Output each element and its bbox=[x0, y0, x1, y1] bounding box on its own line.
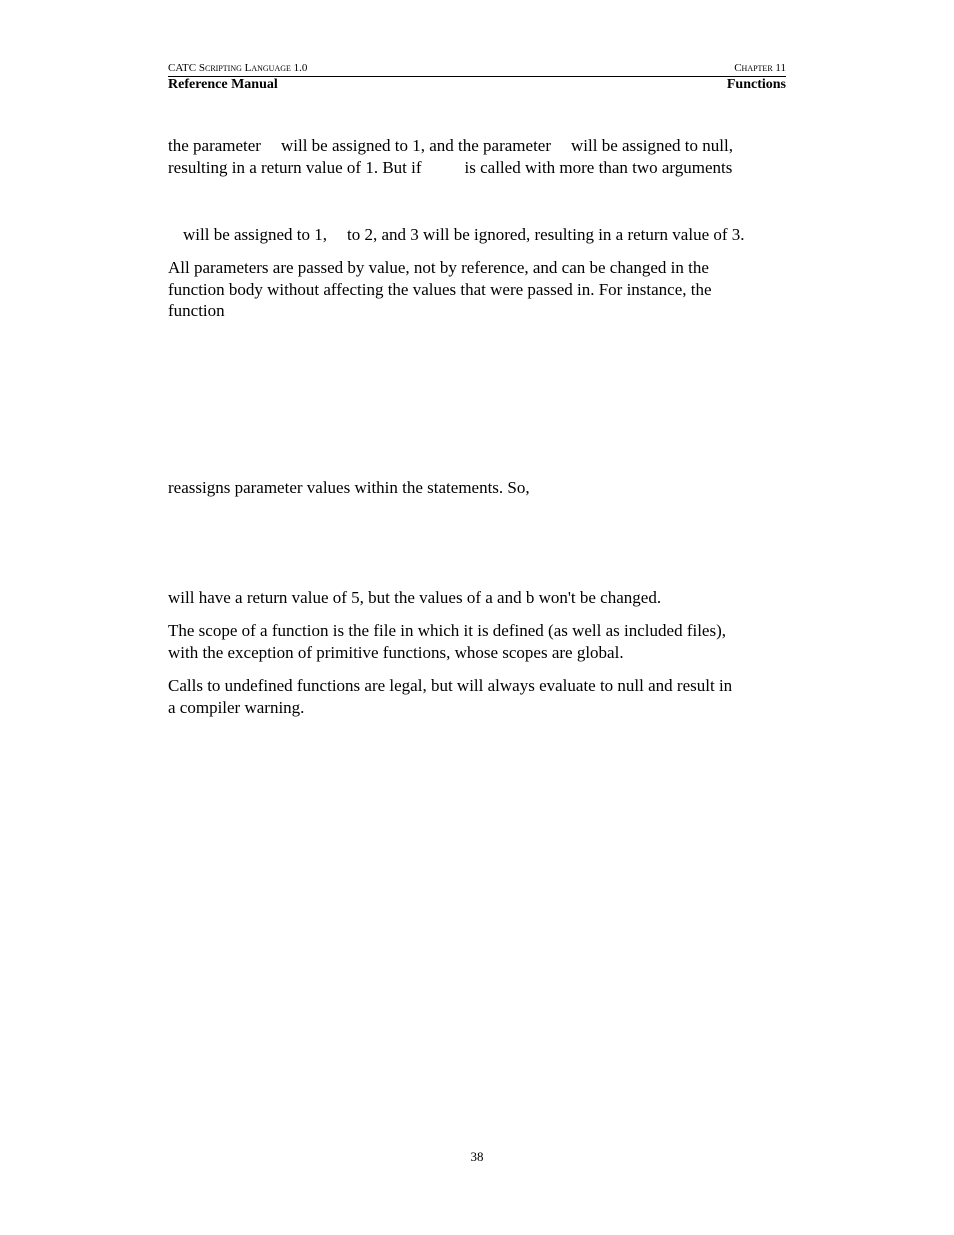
page-number: 38 bbox=[470, 1149, 484, 1164]
paragraph-pass-by-value bbox=[168, 257, 786, 322]
text-line: reassigns parameter values within the statements. So, bbox=[168, 478, 530, 497]
text-line bbox=[168, 224, 786, 246]
header-section: Functions bbox=[726, 77, 786, 92]
paragraph-return-value bbox=[168, 587, 786, 609]
text-fragment: is called with more than two arguments bbox=[464, 157, 733, 177]
text-line bbox=[168, 135, 786, 157]
text-fragment: will be assigned to 1, bbox=[183, 225, 328, 244]
text-line: The scope of a function is the file in which it is defined (as well as included files), bbox=[168, 621, 727, 640]
text-fragment: to 2, and 3 will be ignored, resulting in a return value of 3. bbox=[347, 225, 745, 244]
text-line: Calls to undefined functions are legal, but will always evaluate to null and result in bbox=[168, 676, 733, 695]
text-fragment: will be assigned to 1, and the parameter bbox=[280, 136, 551, 155]
text-line: will have a return value of 5, but the values of a and b won't be changed. bbox=[168, 588, 662, 607]
header-chapter: Chapter 11 bbox=[734, 62, 786, 74]
text-line: function bbox=[168, 301, 225, 320]
paragraph-undefined-functions bbox=[168, 675, 786, 718]
text-fragment: the parameter bbox=[168, 136, 261, 155]
paragraph-function-scope bbox=[168, 620, 786, 663]
text-line: a compiler warning. bbox=[168, 697, 305, 717]
header-manual: Reference Manual bbox=[168, 77, 278, 92]
text-line: All parameters are passed by value, not by reference, and can be changed in the bbox=[168, 258, 709, 277]
text-line bbox=[168, 157, 786, 179]
text-line: with the exception of primitive functions, whose scopes are global. bbox=[168, 642, 624, 662]
text-fragment: resulting in a return value of 1. But if bbox=[168, 157, 422, 177]
text-line: function body without affecting the values that were passed in. For instance, the bbox=[168, 279, 712, 299]
paragraph-ignored-argument bbox=[168, 224, 786, 246]
text-fragment: will be assigned to null, bbox=[571, 136, 733, 155]
paragraph-parameter-assignment bbox=[168, 135, 786, 178]
paragraph-reassigns bbox=[168, 477, 786, 499]
header-doc-title: CATC Scripting Language 1.0 bbox=[168, 62, 308, 74]
page-header bbox=[168, 61, 786, 93]
